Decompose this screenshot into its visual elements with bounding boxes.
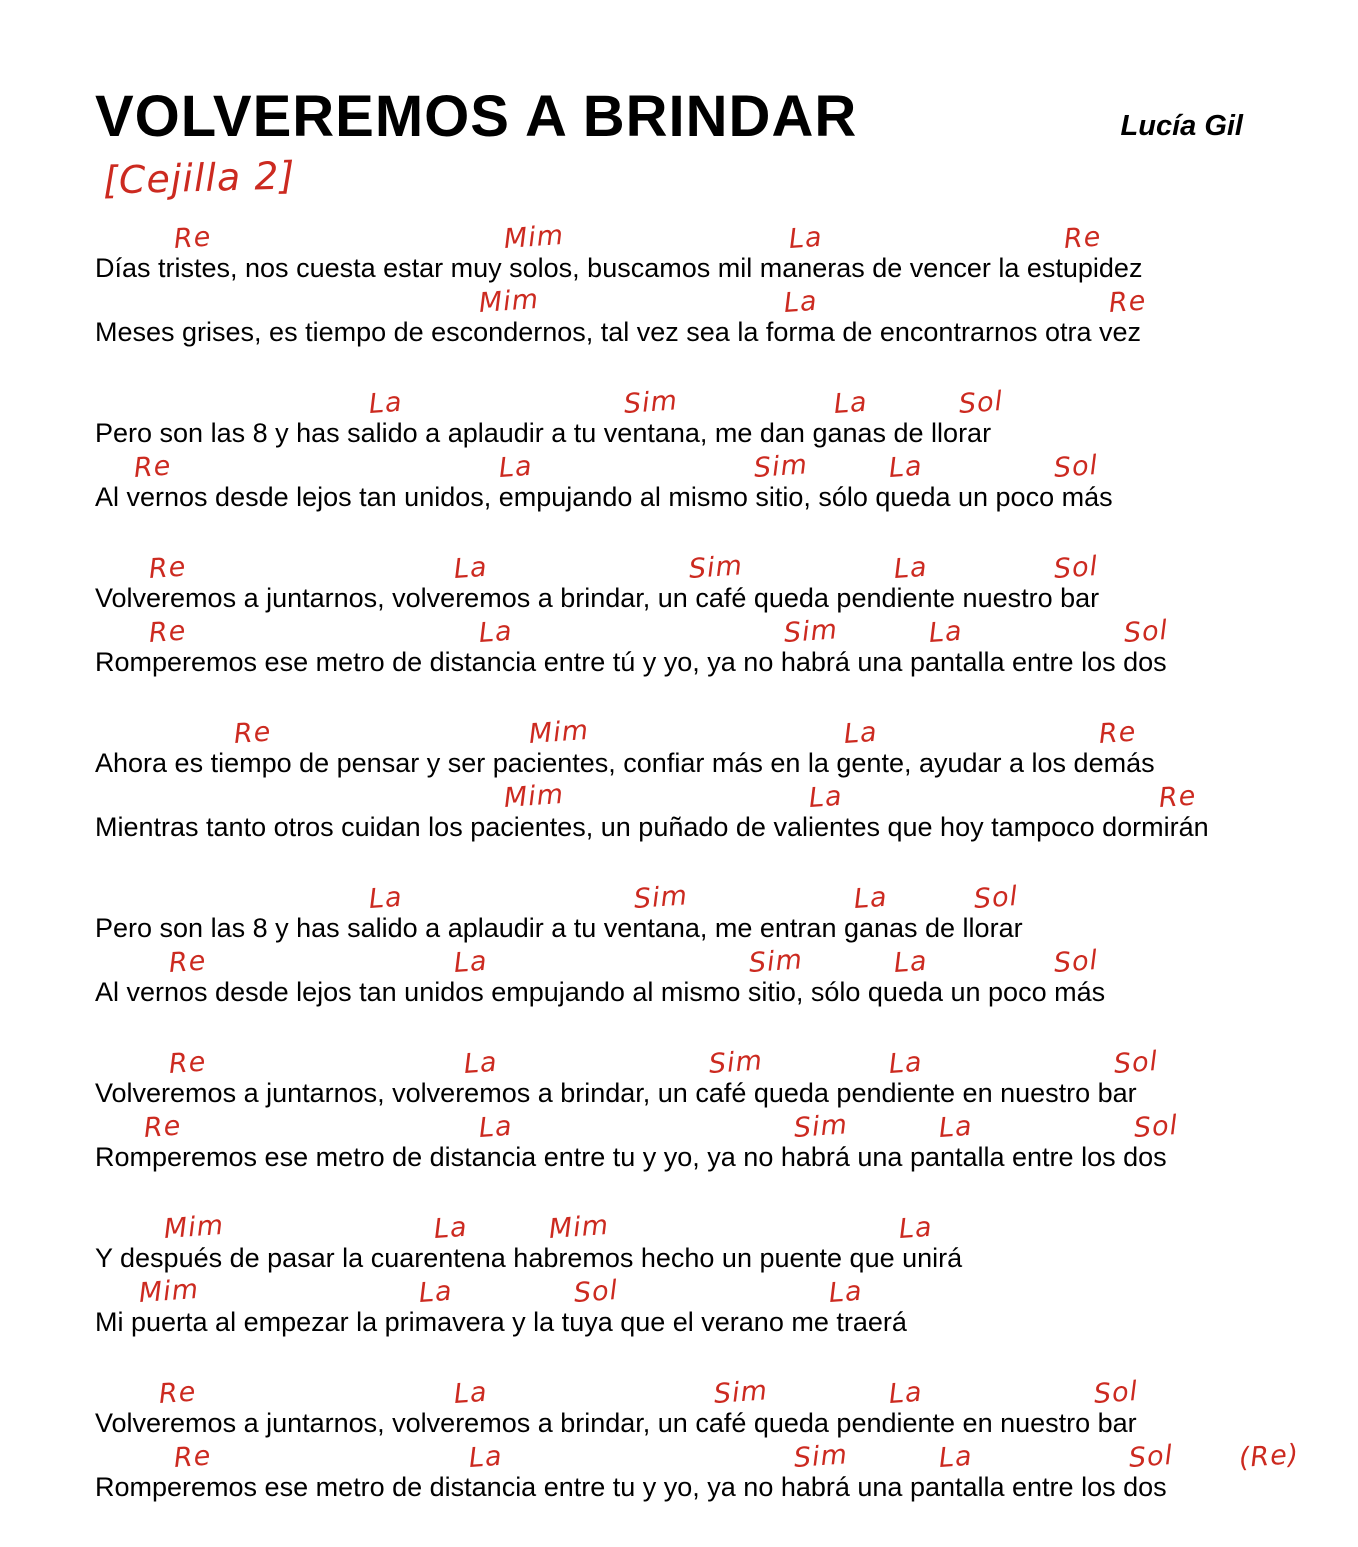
chord-annotation: La — [827, 1275, 864, 1309]
chord-row — [95, 944, 1303, 977]
song-line — [95, 550, 1303, 614]
chord-annotation: Sol — [572, 1274, 620, 1309]
chord-annotation: Sol — [1052, 449, 1100, 484]
chord-annotation: Sol — [1052, 944, 1100, 979]
chord-annotation: Re — [167, 945, 208, 979]
song-line — [95, 1439, 1303, 1503]
lyric-line: Al vernos desde lejos tan unidos empujando al mismo sitio, sólo queda un poco más — [95, 977, 1106, 1007]
chord-annotation: Sol — [1122, 614, 1170, 649]
chord-annotation: Sim — [792, 1109, 849, 1144]
chord-annotation: La — [477, 615, 514, 649]
song-line — [95, 1274, 1303, 1338]
chord-row — [95, 1439, 1303, 1472]
lyric-line: Romperemos ese metro de distancia entre tu y yo, ya no habrá una pantalla entre los dos — [95, 1472, 1167, 1502]
chord-row — [95, 284, 1303, 317]
chord-annotation: (Re) — [1237, 1438, 1301, 1474]
chord-row — [95, 880, 1303, 913]
song-line — [95, 944, 1303, 1008]
chord-annotation: La — [807, 780, 844, 814]
song-line — [95, 1375, 1303, 1439]
chord-annotation: La — [367, 881, 404, 915]
chord-annotation: Sol — [957, 385, 1005, 420]
chord-annotation: Sim — [687, 550, 744, 585]
chord-row — [95, 220, 1303, 253]
chord-row — [95, 1210, 1303, 1243]
stanza — [95, 385, 1303, 513]
chord-annotation: Sim — [712, 1375, 769, 1410]
lyric-line: Mi puerta al empezar la primavera y la tuya que el verano me traerá — [95, 1307, 907, 1337]
chord-annotation: Mim — [502, 219, 565, 255]
chord-row — [95, 715, 1303, 748]
stanzas — [95, 220, 1303, 1503]
chord-row — [95, 550, 1303, 583]
stanza — [95, 220, 1303, 348]
chord-annotation: La — [477, 1110, 514, 1144]
song-line — [95, 385, 1303, 449]
capo-annotation: [Cejilla 2] — [102, 153, 296, 203]
chord-annotation: Sol — [1112, 1045, 1160, 1080]
chord-annotation: Re — [232, 716, 273, 750]
chord-annotation: Re — [172, 1440, 213, 1474]
chord-annotation: Re — [1097, 716, 1138, 750]
chord-annotation: Sim — [632, 880, 689, 915]
lyric-line: Mientras tanto otros cuidan los pacientes, un puñado de valientes que hoy tampoco dormirán — [95, 812, 1209, 842]
chord-annotation: La — [452, 551, 489, 585]
lyric-line: Romperemos ese metro de distancia entre tu y yo, ya no habrá una pantalla entre los dos — [95, 1142, 1167, 1172]
chord-annotation: La — [832, 386, 869, 420]
chord-annotation: La — [417, 1275, 454, 1309]
lyric-line: Y después de pasar la cuarentena habremos hecho un puente que unirá — [95, 1243, 963, 1273]
lyric-line: Ahora es tiempo de pensar y ser pacientes, confiar más en la gente, ayudar a los demás — [95, 748, 1155, 778]
chord-annotation: Re — [147, 551, 188, 585]
song-line — [95, 220, 1303, 284]
chord-annotation: Re — [1157, 780, 1198, 814]
chord-annotation: La — [887, 450, 924, 484]
chord-annotation: La — [852, 881, 889, 915]
lyric-line: Pero son las 8 y has salido a aplaudir a tu ventana, me entran ganas de llorar — [95, 913, 1023, 943]
stanza — [95, 880, 1303, 1008]
chord-row — [95, 449, 1303, 482]
song-line — [95, 284, 1303, 348]
chord-annotation: Sim — [747, 944, 804, 979]
chord-annotation: Mim — [502, 778, 565, 814]
chord-annotation: La — [937, 1440, 974, 1474]
chord-annotation: La — [927, 615, 964, 649]
chord-annotation: La — [892, 551, 929, 585]
chord-annotation: La — [887, 1046, 924, 1080]
chord-annotation: Re — [147, 615, 188, 649]
stanza — [95, 550, 1303, 678]
chord-row — [95, 1045, 1303, 1078]
chord-annotation: Mim — [547, 1209, 610, 1245]
capo-row — [95, 146, 1303, 202]
chord-annotation: La — [497, 450, 534, 484]
lyric-line: Volveremos a juntarnos, volveremos a brindar, un café queda pendiente nuestro bar — [95, 583, 1100, 613]
chord-annotation: La — [452, 1376, 489, 1410]
chord-annotation: Sim — [782, 614, 839, 649]
chord-annotation: La — [462, 1046, 499, 1080]
chord-annotation: La — [432, 1211, 469, 1245]
song-line — [95, 1045, 1303, 1109]
artist-name: Lucía Gil — [1120, 110, 1243, 142]
chord-annotation: Mim — [137, 1273, 200, 1309]
chord-annotation: La — [887, 1376, 924, 1410]
song-line — [95, 779, 1303, 843]
chord-annotation: La — [897, 1211, 934, 1245]
header — [95, 84, 1303, 149]
chord-annotation: La — [842, 716, 879, 750]
lyric-line: Volveremos a juntarnos, volveremos a brindar, un café queda pendiente en nuestro bar — [95, 1078, 1137, 1108]
chord-row — [95, 779, 1303, 812]
lyric-line: Romperemos ese metro de distancia entre tú y yo, ya no habrá una pantalla entre los dos — [95, 647, 1167, 677]
chord-annotation: Sol — [972, 880, 1020, 915]
chord-annotation: Re — [1062, 221, 1103, 255]
chord-annotation: Re — [132, 450, 173, 484]
chord-annotation: Sol — [1052, 550, 1100, 585]
chord-annotation: Sim — [792, 1439, 849, 1474]
song-line — [95, 449, 1303, 513]
stanza — [95, 1045, 1303, 1173]
chord-annotation: La — [892, 945, 929, 979]
chord-row — [95, 1375, 1303, 1408]
song-title: VOLVEREMOS A BRINDAR — [95, 84, 858, 149]
lyric-line: Días tristes, nos cuesta estar muy solos, buscamos mil maneras de vencer la estupidez — [95, 253, 1143, 283]
song-line — [95, 614, 1303, 678]
chord-annotation: La — [367, 386, 404, 420]
chord-annotation: Re — [172, 221, 213, 255]
chord-row — [95, 1109, 1303, 1142]
chord-row — [95, 385, 1303, 418]
lyric-line: Pero son las 8 y has salido a aplaudir a tu ventana, me dan ganas de llorar — [95, 418, 992, 448]
chord-annotation: Re — [1107, 285, 1148, 319]
chord-annotation: Mim — [527, 714, 590, 750]
chord-annotation: La — [937, 1110, 974, 1144]
chord-annotation: La — [787, 221, 824, 255]
chord-annotation: La — [467, 1440, 504, 1474]
lyric-line: Meses grises, es tiempo de escondernos, tal vez sea la forma de encontrarnos otra vez — [95, 317, 1142, 347]
chord-annotation: Re — [142, 1110, 183, 1144]
stanza — [95, 1210, 1303, 1338]
chord-annotation: Sim — [622, 385, 679, 420]
chord-annotation: Sol — [1092, 1375, 1140, 1410]
song-line — [95, 1109, 1303, 1173]
chord-row — [95, 614, 1303, 647]
chord-annotation: La — [782, 285, 819, 319]
chord-annotation: La — [452, 945, 489, 979]
chord-annotation: Re — [157, 1376, 198, 1410]
song-line — [95, 1210, 1303, 1274]
lyric-line: Volveremos a juntarnos, volveremos a brindar, un café queda pendiente en nuestro bar — [95, 1408, 1137, 1438]
chord-annotation: Sim — [752, 449, 809, 484]
chord-row — [95, 1274, 1303, 1307]
stanza — [95, 1375, 1303, 1503]
song-line — [95, 880, 1303, 944]
song-line — [95, 715, 1303, 779]
chord-annotation: Mim — [477, 283, 540, 319]
lyric-line: Al vernos desde lejos tan unidos, empujando al mismo sitio, sólo queda un poco más — [95, 482, 1113, 512]
chord-annotation: Sim — [707, 1045, 764, 1080]
chord-annotation: Mim — [162, 1209, 225, 1245]
chord-annotation: Re — [167, 1046, 208, 1080]
chord-annotation: Sol — [1132, 1109, 1180, 1144]
stanza — [95, 715, 1303, 843]
chord-annotation: Sol — [1127, 1439, 1175, 1474]
